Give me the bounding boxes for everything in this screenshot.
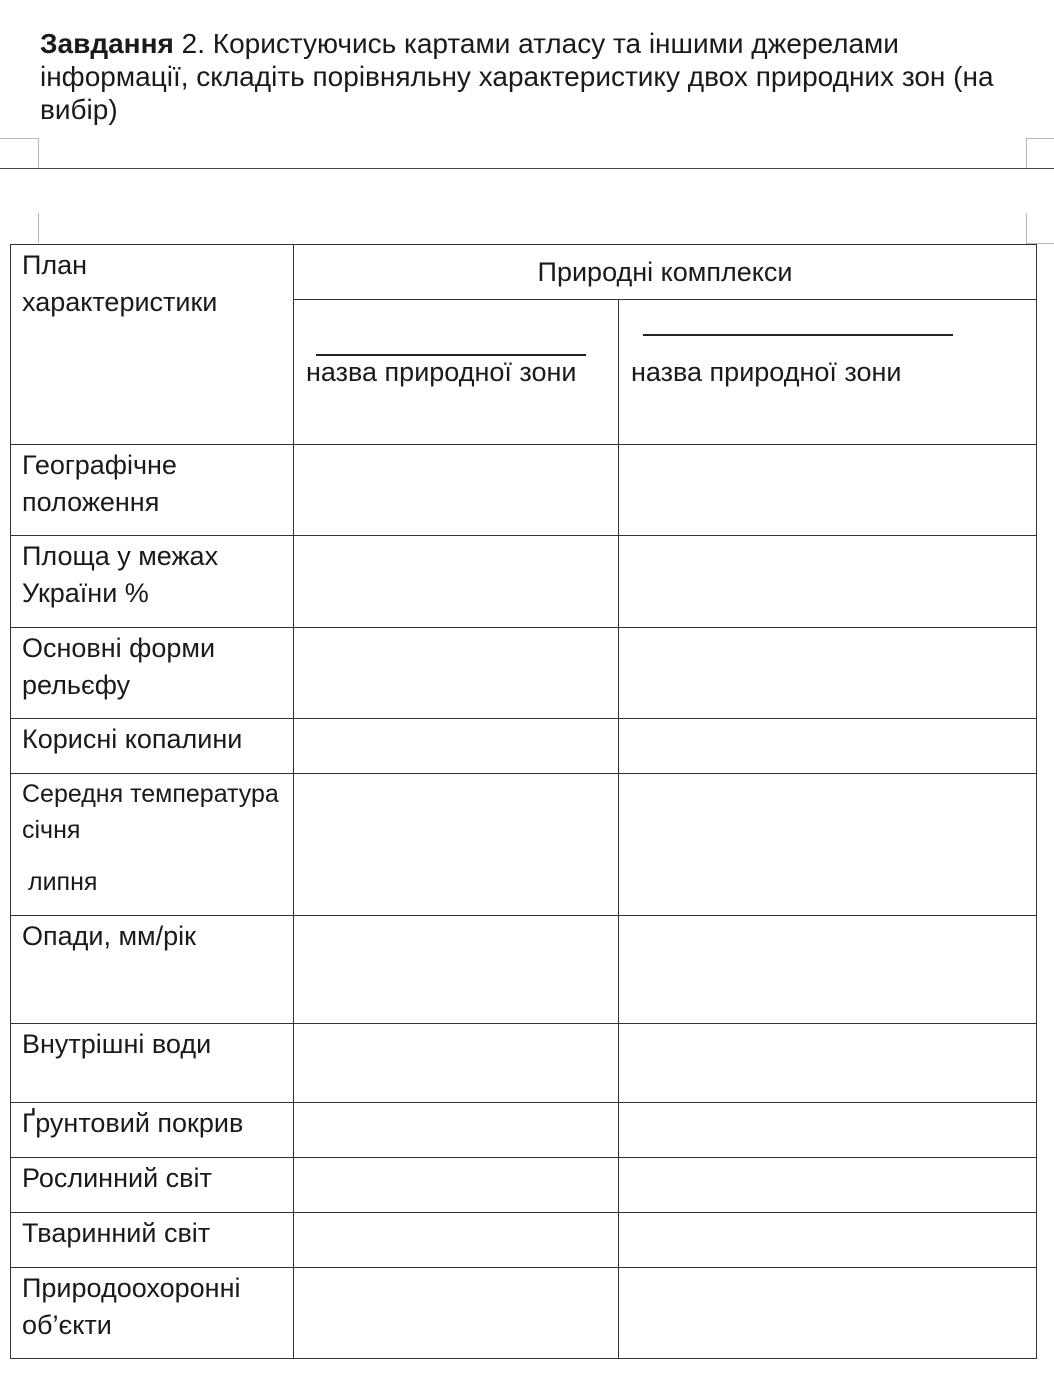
cell-zone-b[interactable] — [619, 1268, 1037, 1359]
table-row — [11, 916, 1037, 1024]
row-label-temperature-july: липня — [28, 868, 98, 896]
cell-zone-a[interactable] — [294, 445, 619, 536]
cell-zone-a[interactable] — [294, 1024, 619, 1103]
task-statement — [40, 27, 1040, 126]
cell-zone-a[interactable] — [294, 628, 619, 719]
page-corner-mark-top-left — [0, 138, 39, 169]
cell-zone-a[interactable] — [294, 916, 619, 1024]
cell-zone-b[interactable] — [619, 1103, 1037, 1158]
zone-a-cell[interactable] — [294, 300, 619, 445]
table-row — [11, 774, 1037, 916]
cell-zone-a[interactable] — [294, 1268, 619, 1359]
page-corner-mark-bottom-left — [38, 213, 40, 243]
cell-zone-a[interactable] — [294, 719, 619, 774]
row-label-fauna: Тваринний світ — [11, 1213, 294, 1268]
table-row — [11, 719, 1037, 774]
cell-zone-b[interactable] — [619, 1158, 1037, 1213]
cell-zone-b[interactable] — [619, 536, 1037, 628]
cell-zone-a[interactable] — [294, 1103, 619, 1158]
header-row — [11, 245, 1037, 300]
comparison-table — [10, 244, 1037, 1359]
table-row — [11, 445, 1037, 536]
row-label-relief: Основні форми рельєфу — [11, 628, 294, 719]
cell-zone-b[interactable] — [619, 1024, 1037, 1103]
table-row — [11, 1024, 1037, 1103]
page-corner-mark-top-right — [1026, 138, 1054, 169]
table-row — [11, 628, 1037, 719]
page-break-rule — [0, 168, 1054, 169]
cell-zone-b[interactable] — [619, 719, 1037, 774]
table-row — [11, 1103, 1037, 1158]
row-label-precipitation: Опади, мм/рік — [11, 916, 294, 1024]
cell-zone-b[interactable] — [619, 916, 1037, 1024]
table-row — [11, 1158, 1037, 1213]
zone-a-label: назва природної зони — [306, 357, 577, 387]
zone-b-blank-line — [643, 334, 953, 336]
cell-zone-a[interactable] — [294, 536, 619, 628]
row-label-geo: Географічне положення — [11, 445, 294, 536]
cell-zone-b[interactable] — [619, 774, 1037, 916]
row-label-area: Площа у межах України % — [11, 536, 294, 628]
row-label-temperature-january: Середня температура січня — [22, 780, 279, 844]
table-row — [11, 1268, 1037, 1359]
row-label-temperature — [11, 774, 294, 916]
plan-header-cell — [11, 245, 294, 445]
table-row — [11, 536, 1037, 628]
task-text: 2. Користуючись картами атласу та іншими джерелами інформації, складіть порівняльну характеристику двох природних зон (на вибір) — [40, 28, 994, 125]
zone-b-cell[interactable] — [619, 300, 1037, 445]
row-label-protected: Природоохоронні об’єкти — [11, 1268, 294, 1359]
row-label-inland-waters: Внутрішні води — [11, 1024, 294, 1103]
cell-zone-a[interactable] — [294, 1158, 619, 1213]
complexes-header-cell — [294, 245, 1037, 300]
cell-zone-a[interactable] — [294, 774, 619, 916]
plan-header-text: План характеристики — [22, 250, 218, 317]
cell-zone-b[interactable] — [619, 1213, 1037, 1268]
page-corner-mark-bottom-right — [1026, 213, 1054, 244]
row-label-soil: Ґрунтовий покрив — [11, 1103, 294, 1158]
row-label-minerals: Корисні копалини — [11, 719, 294, 774]
cell-zone-a[interactable] — [294, 1213, 619, 1268]
table-row — [11, 1213, 1037, 1268]
complexes-header-text: Природні комплекси — [537, 256, 793, 287]
cell-zone-b[interactable] — [619, 445, 1037, 536]
zone-b-label: назва природної зони — [631, 357, 902, 387]
row-label-flora: Рослинний світ — [11, 1158, 294, 1213]
task-label: Завдання — [40, 28, 174, 59]
cell-zone-b[interactable] — [619, 628, 1037, 719]
